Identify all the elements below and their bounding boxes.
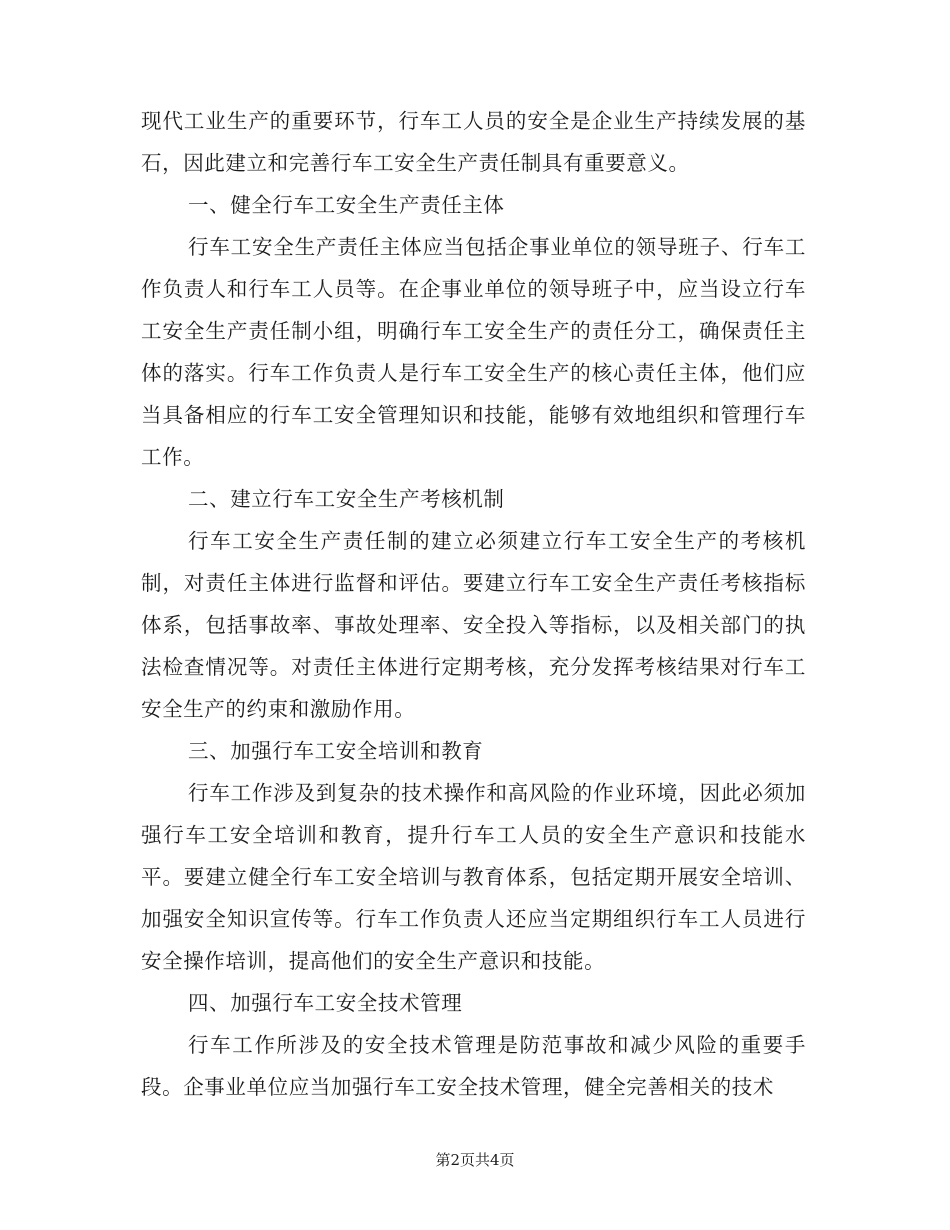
section-heading-4: 四、加强行车工安全技术管理 bbox=[188, 991, 463, 1015]
section-heading-2: 二、建立行车工安全生产考核机制 bbox=[188, 487, 505, 511]
paragraph-section-4: 行车工作所涉及的安全技术管理是防范事故和减少风险的重要手段。企事业单位应当加强行车工安全技术管理，健全完善相关的技术 bbox=[141, 1033, 806, 1099]
section-heading-3: 三、加强行车工安全培训和教育 bbox=[188, 739, 484, 763]
paragraph-intro: 现代工业生产的重要环节，行车工人员的安全是企业生产持续发展的基石，因此建立和完善行车工安全生产责任制具有重要意义。 bbox=[141, 109, 806, 175]
paragraph-section-3: 行车工作涉及到复杂的技术操作和高风险的作业环境，因此必须加强行车工安全培训和教育，提升行车工人员的安全生产意识和技能水平。要建立健全行车工安全培训与教育体系，包括定期开展安全培训、加强安全知识宣传等。行车工作负责人还应当定期组织行车工人员进行安全操作培训，提高他们的安全生产意识和技能。 bbox=[141, 781, 806, 973]
paragraph-section-2: 行车工安全生产责任制的建立必须建立行车工安全生产的考核机制，对责任主体进行监督和评估。要建立行车工安全生产责任考核指标体系，包括事故率、事故处理率、安全投入等指标，以及相关部门的执法检查情况等。对责任主体进行定期考核，充分发挥考核结果对行车工安全生产的约束和激励作用。 bbox=[141, 529, 806, 721]
document-body bbox=[141, 100, 806, 1108]
section-heading-1: 一、健全行车工安全生产责任主体 bbox=[188, 193, 505, 217]
paragraph-section-1: 行车工安全生产责任主体应当包括企事业单位的领导班子、行车工作负责人和行车工人员等。在企事业单位的领导班子中，应当设立行车工安全生产责任制小组，明确行车工安全生产的责任分工，确保责任主体的落实。行车工作负责人是行车工安全生产的核心责任主体，他们应当具备相应的行车工安全管理知识和技能，能够有效地组织和管理行车工作。 bbox=[141, 235, 806, 469]
page-number-footer: 第2页共4页 bbox=[435, 1151, 515, 1169]
